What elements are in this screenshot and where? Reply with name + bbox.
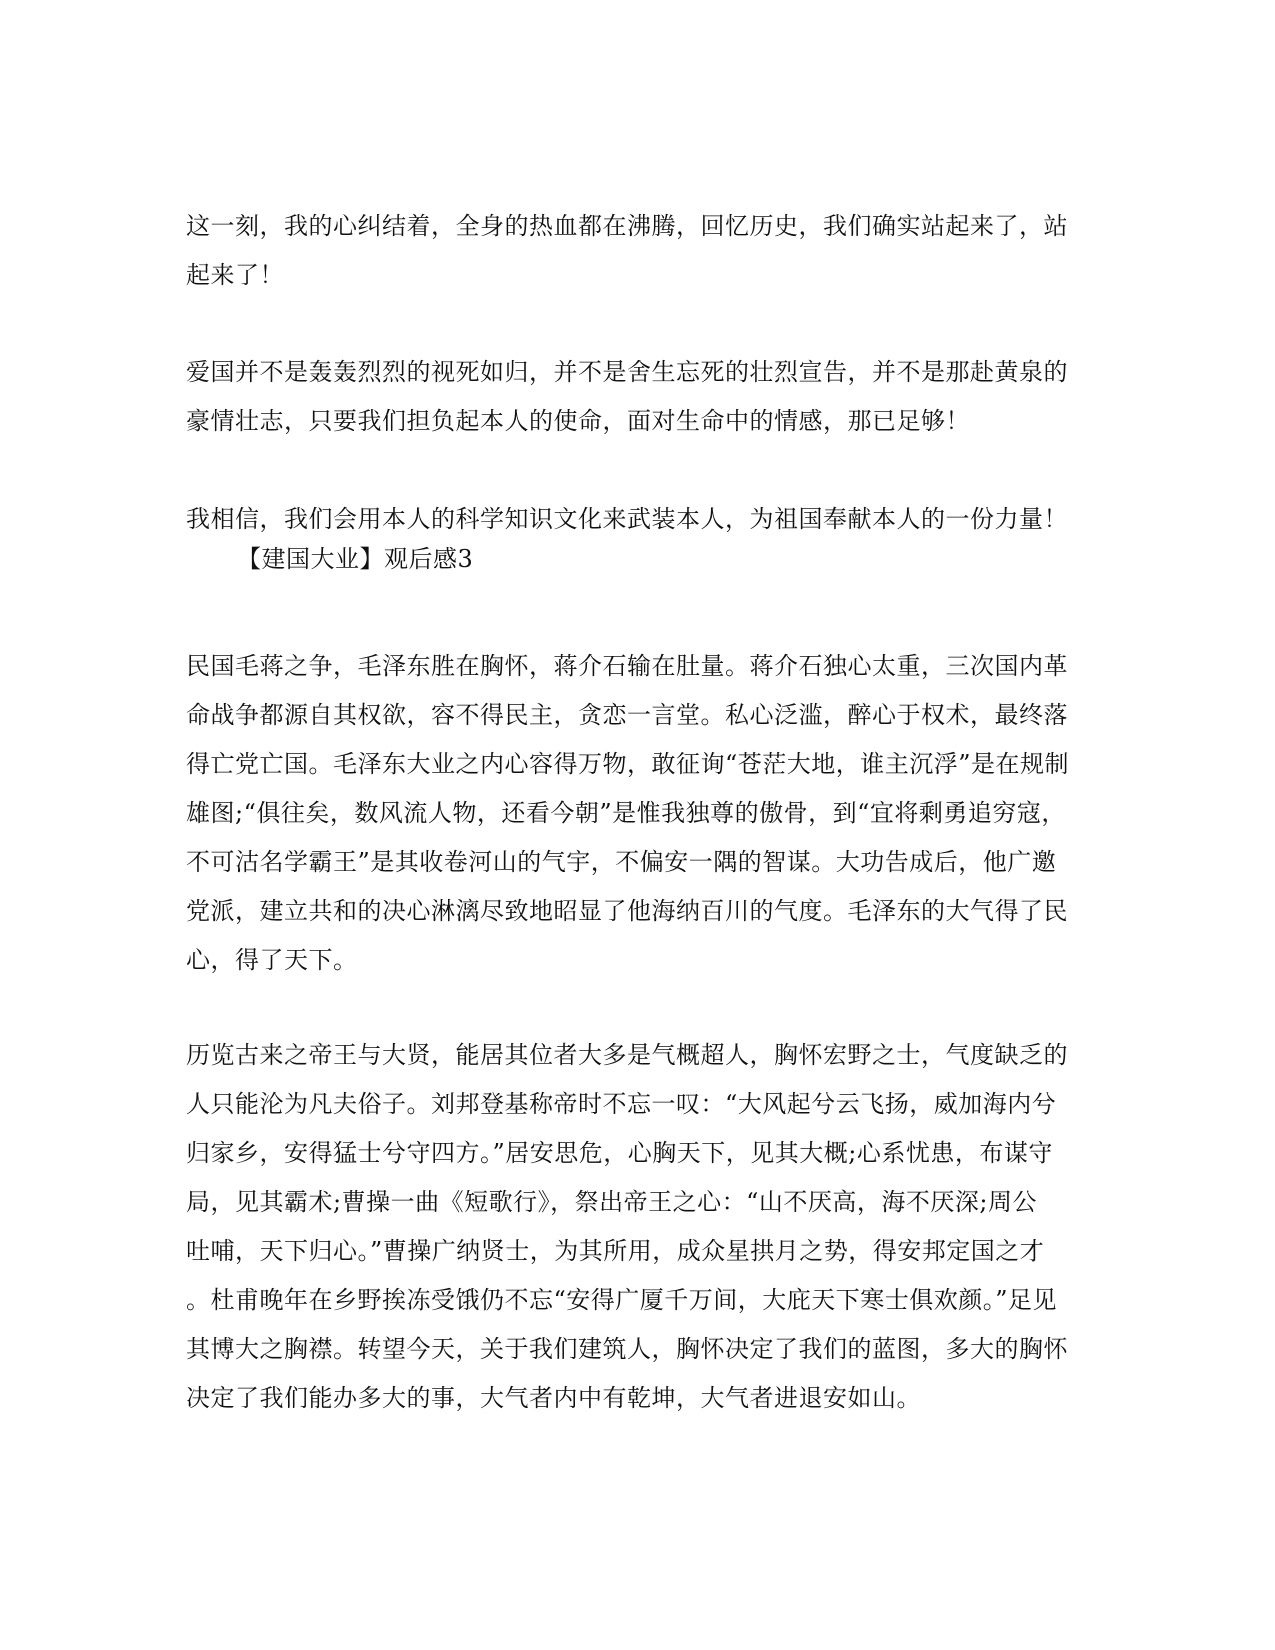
- body-paragraph: [186, 642, 1090, 985]
- text-line: 。杜甫晚年在乡野挨冻受饿仍不忘“安得广厦千万间，大庇天下寒士俱欢颜。”足见: [186, 1286, 1058, 1314]
- text-line: 心，得了天下。: [186, 946, 358, 974]
- text-line: 党派，建立共和的决心淋漓尽致地昭显了他海纳百川的气度。毛泽东的大气得了民: [186, 897, 1068, 925]
- text-line: 这一刻，我的心纠结着，全身的热血都在沸腾，回忆历史，我们确实站起来了，站: [186, 212, 1068, 240]
- text-line: 起来了！: [186, 261, 284, 289]
- text-line: 民国毛蒋之争，毛泽东胜在胸怀，蒋介石输在肚量。蒋介石独心太重，三次国内革: [186, 652, 1068, 680]
- section-heading: 【建国大业】观后感3: [237, 545, 474, 573]
- text-line: 我相信，我们会用本人的科学知识文化来武装本人，为祖国奉献本人的一份力量！: [186, 505, 1068, 533]
- text-line: 人只能沦为凡夫俗子。刘邦登基称帝时不忘一叹：“大风起兮云飞扬，威加海内兮: [186, 1090, 1057, 1118]
- body-paragraph: [186, 1031, 1090, 1423]
- text-line: 其博大之胸襟。转望今天，关于我们建筑人，胸怀决定了我们的蓝图，多大的胸怀: [186, 1335, 1068, 1363]
- body-paragraph: [186, 348, 1090, 446]
- text-line: 局，见其霸术;曹操一曲《短歌行》，祭出帝王之心：“山不厌高，海不厌深;周公: [186, 1188, 1037, 1216]
- text-line: 命战争都源自其权欲，容不得民主，贪恋一言堂。私心泛滥，醉心于权术，最终落: [186, 701, 1068, 729]
- text-line: 爱国并不是轰轰烈烈的视死如归，并不是舍生忘死的壮烈宣告，并不是那赴黄泉的: [186, 358, 1068, 386]
- text-line: 吐哺，天下归心。”曹操广纳贤士，为其所用，成众星拱月之势，得安邦定国之才: [186, 1237, 1045, 1265]
- text-line: 不可沽名学霸王”是其收卷河山的气宇，不偏安一隅的智谋。大功告成后，他广邀: [186, 848, 1057, 876]
- text-line: 归家乡，安得猛士兮守四方。”居安思危，心胸天下，见其大概;心系忧患，布谋守: [186, 1139, 1053, 1167]
- text-line: 豪情壮志，只要我们担负起本人的使命，面对生命中的情感，那已足够！: [186, 407, 970, 435]
- text-line: 雄图;“俱往矣，数风流人物，还看今朝”是惟我独尊的傲骨，到“宜将剩勇追穷寇，: [186, 799, 1066, 827]
- text-line: 决定了我们能办多大的事，大气者内中有乾坤，大气者进退安如山。: [186, 1384, 921, 1412]
- text-line: 历览古来之帝王与大贤，能居其位者大多是气概超人，胸怀宏野之士，气度缺乏的: [186, 1041, 1068, 1069]
- body-paragraph: [186, 202, 1090, 300]
- text-line: 得亡党亡国。毛泽东大业之内心容得万物，敢征询“苍茫大地，谁主沉浮”是在规制: [186, 750, 1070, 778]
